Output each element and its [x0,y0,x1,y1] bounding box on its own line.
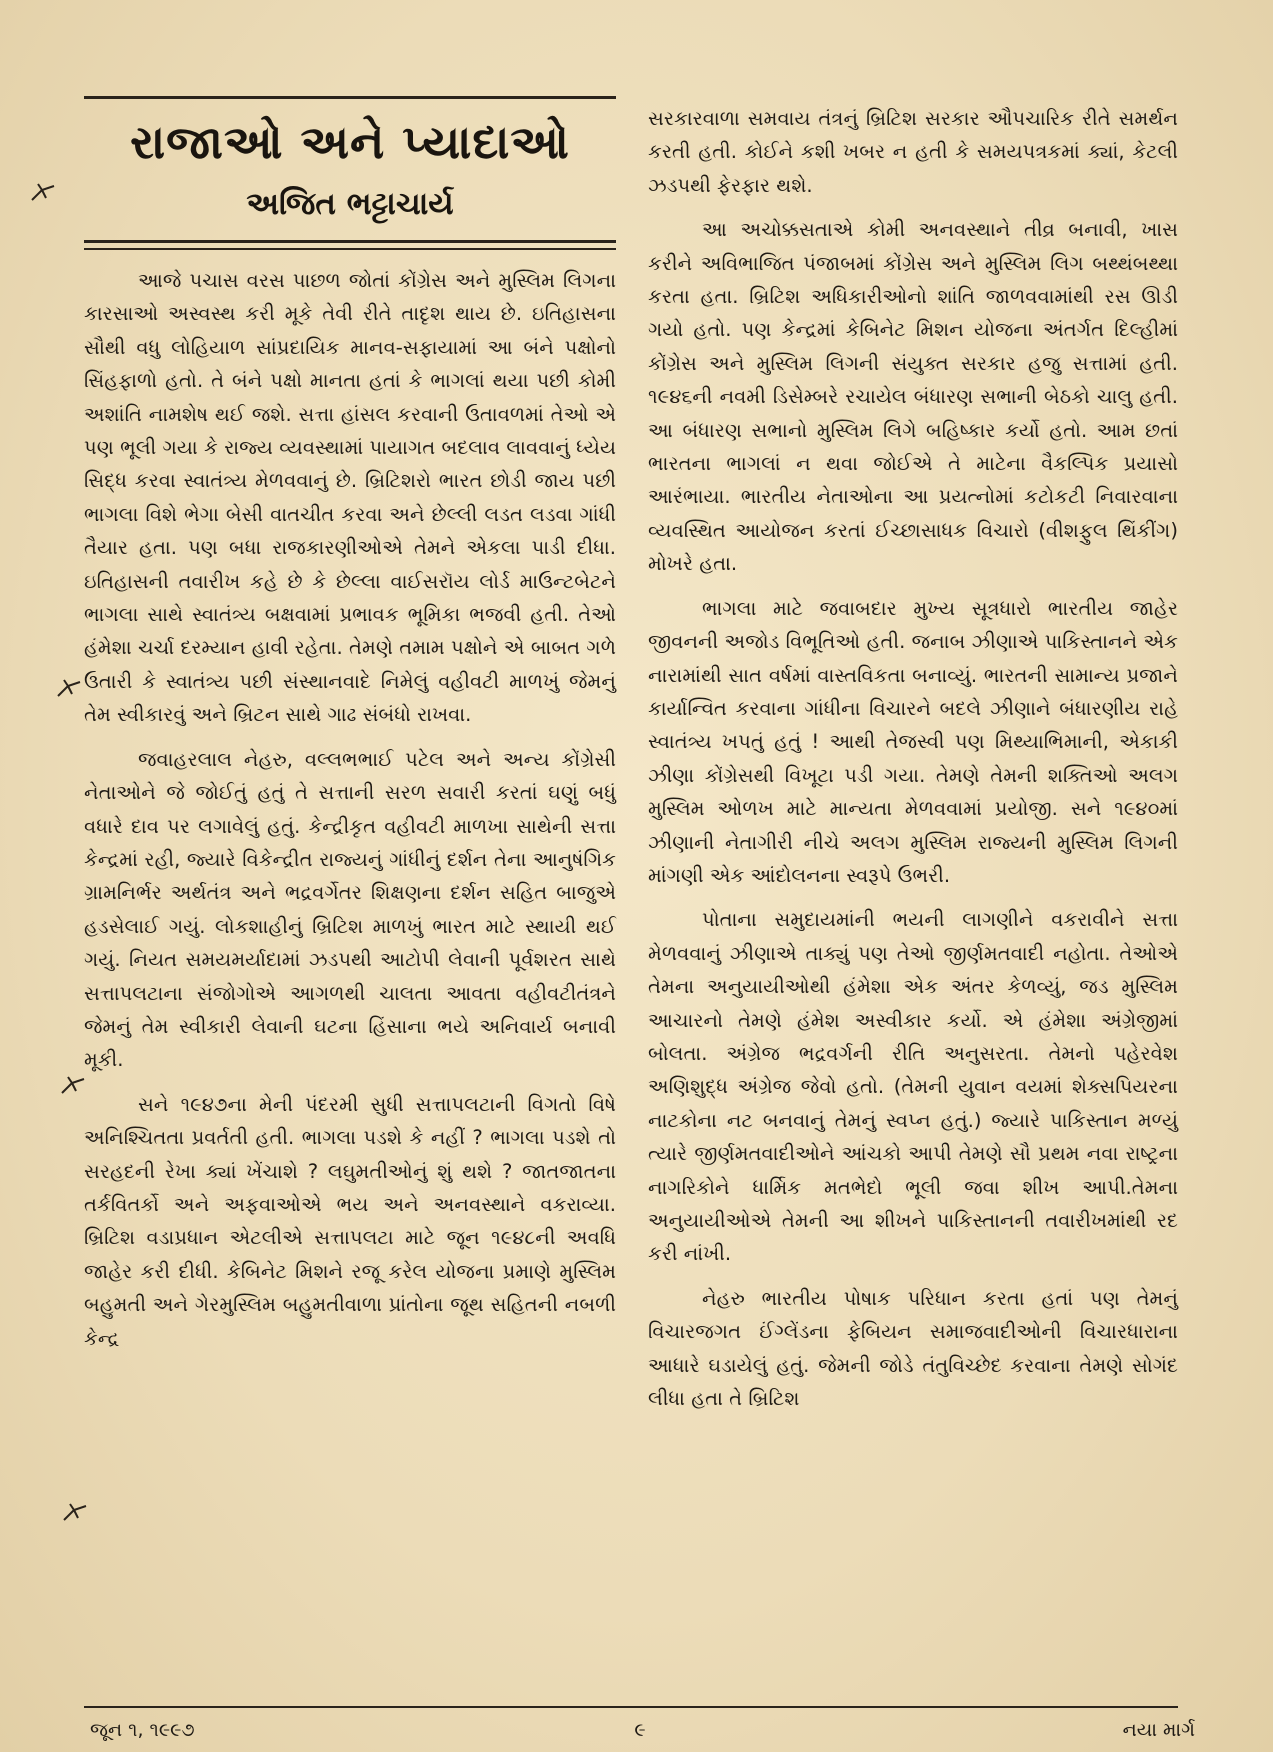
footer-rule [84,1706,1178,1708]
paragraph: પોતાના સમુદાયમાંની ભયની લાગણીને વકરાવીને સત્તા મેળવવાનું ઝીણાએ તાક્યું પણ તેઓ જીર્ણમતવાદી નહોતા. તેઓએ તેમના અનુયાયીઓથી હંમેશા એક અંતર કેળવ્યું, જડ મુસ્લિમ આચારનો તેમણે હંમેશ અસ્વીકાર કર્યો. એ હંમેશા અંગ્રેજીમાં બોલતા. અંગ્રેજ ભદ્રવર્ગની રીતિ અનુસરતા. તેમનો પહેરવેશ અણિશુદ્ધ અંગ્રેજ જેવો હતો. (તેમની યુવાન વયમાં શેક્સપિયરના નાટકોના નટ બનવાનું તેમનું સ્વપ્ન હતું.) જ્યારે પાકિસ્તાન મળ્યું ત્યારે જીર્ણમતવાદીઓને આંચકો આપી તેમણે સૌ પ્રથમ નવા રાષ્ટ્રના નાગરિકોને ધાર્મિક મતભેદો ભૂલી જવા શીખ આપી.તેમના અનુયાયીઓએ તેમની આ શીખને પાકિસ્તાનની તવારીખમાંથી રદ કરી નાંખી. [648,908,1178,1266]
pen-mark-icon [62,1502,88,1524]
page-number: ૯ [634,1719,646,1741]
paragraph: સરકારવાળા સમવાય તંત્રનું બ્રિટિશ સરકાર ઔપચારિક રીતે સમર્થન કરતી હતી. કોઈને કશી ખબર ન હતી કે સમયપત્રકમાં ક્યાં, કેટલી ઝડપથી ફેરફાર થશે. [648,107,1178,197]
paragraph: જવાહરલાલ નેહરુ, વલ્લભભાઈ પટેલ અને અન્ય કોંગ્રેસી નેતાઓને જે જોઈતું હતું તે સત્તાની સરળ સવારી કરતાં ઘણું બધું વધારે દાવ પર લગાવેલું હતું. કેન્દ્રીકૃત વહીવટી માળખા સાથેની સત્તા કેન્દ્રમાં રહી, જ્યારે વિકેન્દ્રીત રાજ્યનું ગાંધીનું દર્શન તેના આનુષંગિક ગ્રામનિર્ભર અર્થતંત્ર અને ભદ્રવર્ગેતર શિક્ષણના દર્શન સહિત બાજુએ હડસેલાઈ ગયું. લોકશાહીનું બ્રિટિશ માળખું ભારત માટે સ્થાયી થઈ ગયું. નિયત સમયમર્યાદામાં ઝડપથી આટોપી લેવાની પૂર્વશરત સાથે સત્તાપલટાના સંજોગોએ આગળથી ચાલતા આવતા વહીવટીતંત્રને જેમનું તેમ સ્વીકારી લેવાની ઘટના હિંસાના ભયે અનિવાર્ય બનાવી મૂકી. [84,747,616,1072]
article-title: રાજાઓ અને પ્યાદાઓ [130,115,570,169]
left-column [84,264,616,1366]
publication-name: નયા માર્ગ [1122,1719,1195,1741]
issue-date: જૂન ૧, ૧૯૯૭ [90,1719,195,1741]
right-column [648,102,1178,1426]
paragraph: આજે પચાસ વરસ પાછળ જોતાં કોંગ્રેસ અને મુસ્લિમ લિગના કારસાઓ અસ્વસ્થ કરી મૂકે તેવી રીતે તાદૃશ થાય છે. ઇતિહાસના સૌથી વધુ લોહિયાળ સાંપ્રદાયિક માનવ-સફાયામાં આ બંને પક્ષોનો સિંહફાળો હતો. તે બંને પક્ષો માનતા હતાં કે ભાગલાં થયા પછી કોમી અશાંતિ નામશેષ થઈ જશે. સત્તા હાંસલ કરવાની ઉતાવળમાં તેઓ એ પણ ભૂલી ગયા કે રાજ્ય વ્યવસ્થામાં પાયાગત બદલાવ લાવવાનું ધ્યેય સિદ્ધ કરવા સ્વાતંત્ર્ય મેળવવાનું છે. બ્રિટિશરો ભારત છોડી જાય પછી ભાગલા વિશે ભેગા બેસી વાતચીત કરવા અને છેલ્લી લડત લડવા ગાંધી તૈયાર હતા. પણ બધા રાજકારણીઓએ તેમને એકલા પાડી દીધા. ઇતિહાસની તવારીખ કહે છે કે છેલ્લા વાઈસરૉય લોર્ડ માઉન્ટબેટને ભાગલા સાથે સ્વાતંત્ર્ય બક્ષવામાં પ્રભાવક ભૂમિકા ભજવી હતી. તેઓ હંમેશા ચર્ચા દરમ્યાન હાવી રહેતા. તેમણે તમામ પક્ષોને એ બાબત ગળે ઉતારી કે સ્વાતંત્ર્ય પછી સંસ્થાનવાદે નિમેલું વહીવટી માળખું જેમનું તેમ સ્વીકારવું અને બ્રિટન સાથે ગાઢ સંબંધો રાખવા. [84,269,616,727]
title-bottom-rule-thick [84,240,616,243]
title-bottom-rule-thin [84,248,616,250]
paragraph: નેહરુ ભારતીય પોષાક પરિધાન કરતા હતાં પણ તેમનું વિચારજગત ઈંગ્લેંડના ફેબિયન સમાજવાદીઓની વિચારધારાના આધારે ઘડાયેલું હતું. જેમની જોડે તંતુવિચ્છેદ કરવાના તેમણે સોગંદ લીધા હતા તે બ્રિટિશ [648,1286,1178,1411]
paragraph: સને ૧૯૪૭ના મેની પંદરમી સુધી સત્તાપલટાની વિગતો વિષે અનિશ્ચિતતા પ્રવર્તતી હતી. ભાગલા પડશે કે નહીં ? ભાગલા પડશે તો સરહદની રેખા ક્યાં ખેંચાશે ? લઘુમતીઓનું શું થશે ? જાતજાતના તર્કવિતર્કો અને અફવાઓએ ભય અને અનવસ્થાને વકરાવ્યા. બ્રિટિશ વડાપ્રધાન એટલીએ સત્તાપલટા માટે જૂન ૧૯૪૮ની અવધિ જાહેર કરી દીધી. કેબિનેટ મિશને રજૂ કરેલ યોજના પ્રમાણે મુસ્લિમ બહુમતી અને ગેરમુસ્લિમ બહુમતીવાળા પ્રાંતોના જૂથ સહિતની નબળી કેન્દ્ર [84,1092,616,1350]
pen-mark-icon [30,182,56,204]
pen-mark-icon [60,1075,86,1097]
paragraph: આ અચોક્કસતાએ કોમી અનવસ્થાને તીવ્ર બનાવી, ખાસ કરીને અવિભાજિત પંજાબમાં કોંગ્રેસ અને મુસ્લિમ લિગ બથ્થંબથ્થા કરતા હતા. બ્રિટિશ અધિકારીઓનો શાંતિ જાળવવામાંથી રસ ઊડી ગયો હતો. પણ કેન્દ્રમાં કેબિનેટ મિશન યોજના અંતર્ગત દિલ્હીમાં કોંગ્રેસ અને મુસ્લિમ લિગની સંયુક્ત સરકાર હજુ સત્તામાં હતી. ૧૯૪૬ની નવમી ડિસેમ્બરે રચાયેલ બંધારણ સભાની બેઠકો ચાલુ હતી. આ બંધારણ સભાનો મુસ્લિમ લિગે બહિષ્કાર કર્યો હતો. આમ છતાં ભારતના ભાગલાં ન થવા જોઈએ તે માટેના વૈકલ્પિક પ્રયાસો આરંભાયા. ભારતીય નેતાઓના આ પ્રયત્નોમાં કટોકટી નિવારવાના વ્યવસ્થિત આયોજન કરતાં ઈચ્છાસાધક વિચારો (વીશફુલ થિંકીંગ) મોખરે હતા. [648,218,1178,576]
article-author: અજિત ભટ્ટાચાર્ય [246,186,454,222]
pen-mark-icon [56,678,82,700]
paragraph: ભાગલા માટે જવાબદાર મુખ્ય સૂત્રધારો ભારતીય જાહેર જીવનની અજોડ વિભૂતિઓ હતી. જનાબ ઝીણાએ પાકિસ્તાનને એક નારામાંથી સાત વર્ષમાં વાસ્તવિકતા બનાવ્યું. ભારતની સામાન્ય પ્રજાને કાર્યાન્વિત કરવાના ગાંધીના વિચારને બદલે ઝીણાને બંધારણીય રાહે સ્વાતંત્ર્ય ખપતું હતું ! આથી તેજસ્વી પણ મિથ્યાભિમાની, એકાકી ઝીણા કોંગ્રેસથી વિખૂટા પડી ગયા. તેમણે તેમની શક્તિઓ અલગ મુસ્લિમ ઓળખ માટે માન્યતા મેળવવામાં પ્રયોજી. સને ૧૯૪૦માં ઝીણાની નેતાગીરી નીચે અલગ મુસ્લિમ રાજ્યની મુસ્લિમ લિગની માંગણી એક આંદોલનના સ્વરૂપે ઉભરી. [648,596,1178,887]
title-top-rule [84,96,616,99]
